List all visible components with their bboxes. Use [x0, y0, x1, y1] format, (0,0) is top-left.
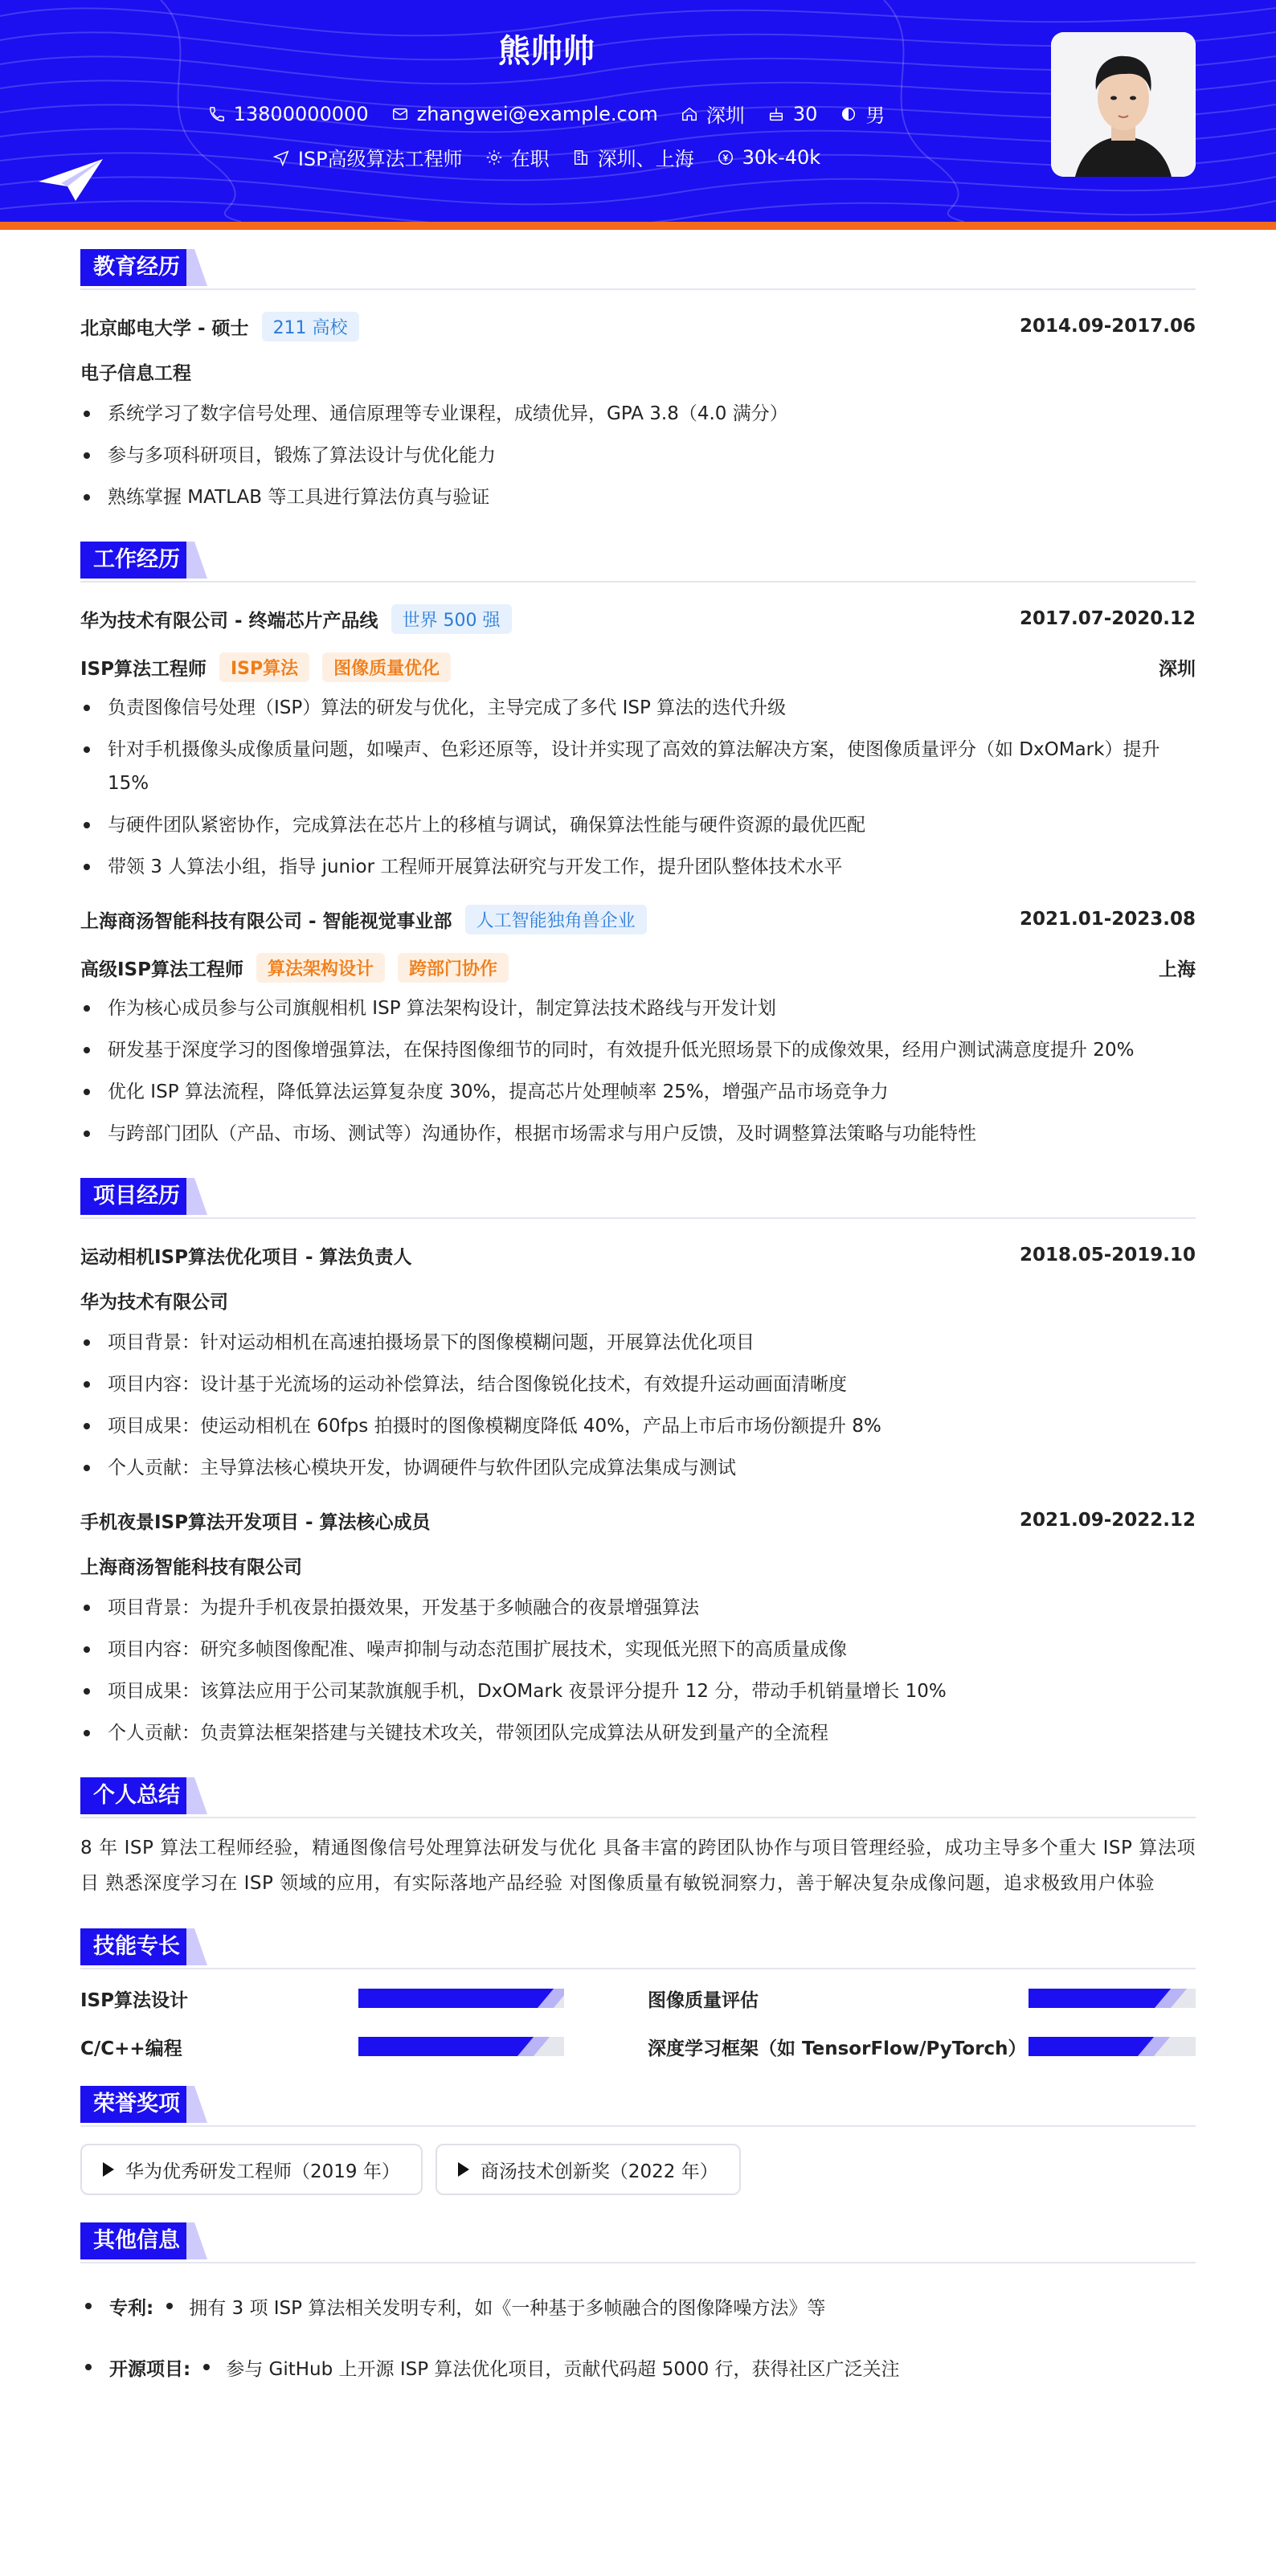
list-item: 优化 ISP 算法流程，降低算法运算复杂度 30%，提高芯片处理帧率 25%，增强产品市场竞争力	[80, 1075, 1196, 1109]
section-title: 荣誉奖项	[80, 2086, 193, 2123]
skill-bar-fill	[358, 1989, 554, 2008]
section-divider	[80, 2262, 1196, 2263]
project-company: 华为技术有限公司	[80, 1292, 228, 1313]
list-item: 负责图像信号处理（ISP）算法的研发与优化，主导完成了多代 ISP 算法的迭代升级	[80, 691, 1196, 725]
contact-row	[0, 100, 1093, 128]
city-info	[681, 100, 745, 128]
list-item: 项目背景：为提升手机夜景拍摄效果，开发基于多帧融合的夜景增强算法	[80, 1591, 1196, 1625]
section-title: 技能专长	[80, 1928, 193, 1965]
section-tail-decoration	[186, 1777, 207, 1814]
awards-section	[80, 2086, 1196, 2195]
job-header-row	[80, 595, 1196, 643]
project-name: 手机夜景ISP算法开发项目 - 算法核心成员	[80, 1511, 431, 1533]
skill-name: C/C++编程	[80, 2038, 182, 2059]
project-company: 上海商汤智能科技有限公司	[80, 1557, 302, 1578]
job-bullets	[80, 992, 1196, 1151]
skill-bar	[1029, 1989, 1196, 2008]
list-item: 系统学习了数字信号处理、通信原理等专业课程，成绩优异，GPA 3.8（4.0 满分）	[80, 397, 1196, 431]
phone-info	[208, 103, 369, 125]
education-section	[80, 249, 1196, 514]
award-item	[80, 2144, 423, 2195]
list-item: 针对手机摄像头成像质量问题，如噪声、色彩还原等，设计并实现了高效的算法解决方案，使图像质量评分（如 DxOMark）提升 15%	[80, 733, 1196, 800]
project-bullets	[80, 1326, 1196, 1485]
list-item: 与硬件团队紧密协作，完成算法在芯片上的移植与调试，确保算法性能与硬件资源的最优匹配	[80, 808, 1196, 842]
award-text: 商汤技术创新奖（2022 年）	[480, 2161, 718, 2182]
cake-icon	[767, 105, 785, 123]
job-date: 2017.07-2020.12	[1019, 608, 1196, 629]
section-title: 其他信息	[80, 2222, 193, 2259]
section-title: 项目经历	[80, 1178, 193, 1215]
summary-section	[80, 1777, 1196, 1901]
company-name: 华为技术有限公司 - 终端芯片产品线	[80, 610, 378, 632]
position-text: ISP高级算法工程师	[297, 148, 463, 170]
skill-name: ISP算法设计	[80, 1989, 188, 2011]
section-header	[80, 1178, 1196, 1220]
send-icon	[272, 149, 290, 166]
job-location: 上海	[1159, 959, 1196, 980]
section-title: 个人总结	[80, 1777, 193, 1814]
status-info	[485, 143, 550, 171]
skill-item	[80, 2034, 648, 2059]
skill-bar	[1029, 2037, 1196, 2056]
section-divider	[80, 581, 1196, 583]
list-item: 项目背景：针对运动相机在高速拍摄场景下的图像模糊问题，开展算法优化项目	[80, 1326, 1196, 1360]
skill-name: 图像质量评估	[648, 1989, 759, 2011]
salary-info	[717, 146, 821, 169]
section-divider	[80, 1968, 1196, 1969]
skill-bar	[358, 2037, 564, 2056]
section-tail-decoration	[186, 249, 207, 286]
list-item: 参与多项科研项目，锻炼了算法设计与优化能力	[80, 439, 1196, 472]
list-item: 项目内容：研究多帧图像配准、噪声抑制与动态范围扩展技术，实现低光照下的高质量成像	[80, 1633, 1196, 1666]
project-bullets	[80, 1591, 1196, 1750]
education-bullets	[80, 397, 1196, 514]
job-role: 高级ISP算法工程师	[80, 959, 243, 980]
list-item: 项目成果：该算法应用于公司某款旗舰手机，DxOMark 夜景评分提升 12 分，带动手机销量增长 10%	[80, 1674, 1196, 1708]
section-divider	[80, 1217, 1196, 1219]
job-role: ISP算法工程师	[80, 658, 207, 680]
bullet-dot	[85, 2303, 92, 2309]
job-bullets	[80, 691, 1196, 884]
project-entry	[80, 1496, 1196, 1750]
company-tag: 世界 500 强	[391, 604, 512, 634]
triangle-icon	[458, 2162, 469, 2177]
status-text: 在职	[510, 148, 550, 170]
section-header	[80, 1777, 1196, 1819]
education-header-row	[80, 302, 1196, 350]
other-text: 参与 GitHub 上开源 ISP 算法优化项目，贡献代码超 5000 行，获得社区广泛关注	[226, 2358, 900, 2380]
other-label: 开源项目:	[109, 2358, 191, 2380]
bullet-dot	[85, 2364, 92, 2370]
job-date: 2021.01-2023.08	[1019, 909, 1196, 930]
section-title: 工作经历	[80, 542, 193, 579]
job-entry	[80, 895, 1196, 1151]
awards-list	[80, 2139, 1196, 2195]
project-header-row	[80, 1496, 1196, 1544]
skill-tag: 图像质量优化	[322, 652, 451, 682]
skill-tag: ISP算法	[219, 652, 309, 682]
section-divider	[80, 288, 1196, 290]
project-header-row	[80, 1231, 1196, 1279]
portrait-image	[1051, 32, 1196, 177]
skill-item	[80, 1986, 648, 2010]
skill-bar-fill	[358, 2037, 534, 2056]
resume-content	[80, 249, 1196, 2398]
other-item	[80, 2337, 1196, 2398]
award-item	[436, 2144, 741, 2195]
target-city-text: 深圳、上海	[597, 148, 694, 170]
job-header-row	[80, 895, 1196, 943]
other-label: 专利:	[109, 2297, 154, 2319]
section-header	[80, 2222, 1196, 2264]
email-info	[391, 103, 658, 125]
skill-bar-fill	[1029, 1989, 1171, 2008]
age-info	[767, 103, 818, 125]
header-accent-bar	[0, 222, 1276, 230]
skill-bar-fill	[1029, 2037, 1154, 2056]
list-item: 带领 3 人算法小组，指导 junior 工程师开展算法研究与开发工作，提升团队整体技术水平	[80, 850, 1196, 884]
projects-section	[80, 1178, 1196, 1750]
list-item: 熟练掌握 MATLAB 等工具进行算法仿真与验证	[80, 480, 1196, 514]
section-header	[80, 249, 1196, 291]
school-tag: 211 高校	[262, 312, 359, 341]
project-date: 2018.05-2019.10	[1019, 1245, 1196, 1266]
salary-text: 30k-40k	[742, 145, 821, 169]
job-intent-row	[0, 143, 1093, 171]
list-item: 项目成果：使运动相机在 60fps 拍摄时的图像模糊度降低 40%，产品上市后市场份额提升 8%	[80, 1409, 1196, 1443]
section-title: 教育经历	[80, 249, 193, 286]
section-header	[80, 1928, 1196, 1970]
section-tail-decoration	[186, 2086, 207, 2123]
bullet-dot	[203, 2364, 210, 2370]
section-divider	[80, 2125, 1196, 2127]
building-icon	[572, 149, 590, 166]
age-text: 30	[792, 102, 818, 125]
section-tail-decoration	[186, 542, 207, 579]
bullet-dot	[166, 2303, 173, 2309]
target-city-info	[572, 143, 694, 171]
skill-tag: 跨部门协作	[398, 953, 509, 983]
triangle-icon	[103, 2162, 114, 2177]
other-text: 拥有 3 项 ISP 算法相关发明专利，如《一种基于多帧融合的图像降噪方法》等	[189, 2297, 826, 2319]
list-item: 与跨部门团队（产品、市场、测试等）沟通协作，根据市场需求与用户反馈，及时调整算法策略与功能特性	[80, 1117, 1196, 1151]
company-tag: 人工智能独角兽企业	[465, 905, 647, 934]
money-icon	[717, 149, 734, 166]
list-item: 研发基于深度学习的图像增强算法，在保持图像细节的同时，有效提升低光照场景下的成像效果，经用户测试满意度提升 20%	[80, 1033, 1196, 1067]
list-item: 个人贡献：负责算法框架搭建与关键技术攻关，带领团队完成算法从研发到量产的全流程	[80, 1716, 1196, 1750]
gender-text: 男	[865, 104, 885, 127]
major-name: 电子信息工程	[80, 363, 191, 384]
avatar	[1051, 32, 1196, 177]
education-date: 2014.09-2017.06	[1019, 316, 1196, 337]
award-text: 华为优秀研发工程师（2019 年）	[125, 2161, 400, 2182]
job-role-row	[80, 943, 1196, 992]
gender-icon	[840, 105, 857, 123]
work-section	[80, 542, 1196, 1151]
job-role-row	[80, 643, 1196, 691]
school-name: 北京邮电大学 - 硕士	[80, 317, 249, 339]
email-text: zhangwei@example.com	[416, 102, 658, 125]
phone-text: 13800000000	[233, 102, 369, 125]
skill-item	[648, 1986, 1196, 2010]
section-tail-decoration	[186, 1928, 207, 1965]
resume-header	[0, 0, 1276, 222]
section-header	[80, 2086, 1196, 2128]
company-name: 上海商汤智能科技有限公司 - 智能视觉事业部	[80, 910, 452, 932]
project-entry	[80, 1231, 1196, 1485]
job-location: 深圳	[1159, 658, 1196, 680]
city-text: 深圳	[705, 104, 745, 127]
skills-grid	[80, 1981, 1196, 2059]
list-item: 个人贡献：主导算法核心模块开发，协调硬件与软件团队完成算法集成与测试	[80, 1451, 1196, 1485]
project-date: 2021.09-2022.12	[1019, 1510, 1196, 1531]
other-section	[80, 2222, 1196, 2398]
skill-tag: 算法架构设计	[256, 953, 385, 983]
section-tail-decoration	[186, 1178, 207, 1215]
skills-section	[80, 1928, 1196, 2059]
position-info	[272, 143, 463, 171]
home-icon	[681, 105, 698, 123]
skill-bar	[358, 1989, 564, 2008]
paper-plane-icon	[37, 157, 104, 202]
section-header	[80, 542, 1196, 583]
phone-icon	[208, 105, 226, 123]
skill-name: 深度学习框架（如 TensorFlow/PyTorch）	[648, 2038, 1027, 2059]
mail-icon	[391, 105, 409, 123]
gender-info	[840, 100, 885, 128]
gear-icon	[485, 149, 503, 166]
section-divider	[80, 1817, 1196, 1818]
project-name: 运动相机ISP算法优化项目 - 算法负责人	[80, 1246, 412, 1268]
summary-text: 8 年 ISP 算法工程师经验，精通图像信号处理算法研发与优化 具备丰富的跨团队协作与项目管理经验，成功主导多个重大 ISP 算法项目 熟悉深度学习在 ISP 领域的应用，有实际落地产品经验 对图像质量有敏锐洞察力，善于解决复杂成像问题，追求极致用户体验	[80, 1838, 1196, 1894]
other-item	[80, 2275, 1196, 2337]
job-entry	[80, 595, 1196, 884]
section-tail-decoration	[186, 2222, 207, 2259]
list-item: 作为核心成员参与公司旗舰相机 ISP 算法架构设计，制定算法技术路线与开发计划	[80, 992, 1196, 1025]
candidate-name: 熊帅帅	[498, 33, 595, 70]
skill-item	[648, 2034, 1196, 2059]
list-item: 项目内容：设计基于光流场的运动补偿算法，结合图像锐化技术，有效提升运动画面清晰度	[80, 1368, 1196, 1401]
